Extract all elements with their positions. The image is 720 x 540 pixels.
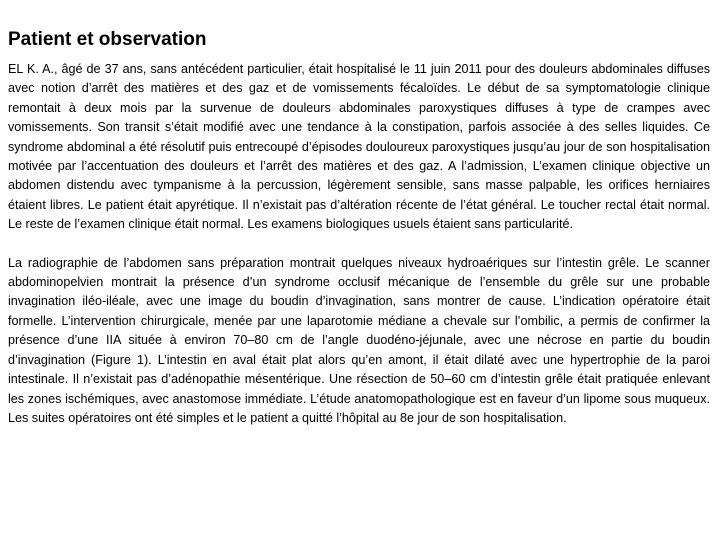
paragraph-clinical-history: EL K. A., âgé de 37 ans, sans antécédent particulier, était hospitalisé le 11 juin 2011 pour des douleurs abdominales diffuses avec notion d’arrêt des matières et des gaz et de vomissements fécaloïdes. Le début de sa symptomatologie clinique remontait à deux mois par la survenue de douleurs abdominales paroxystiques diffuses à type de crampes avec vomissements. Son transit s’était modifié avec une tendance à la constipation, parfois associée à des selles liquides. Ce syndrome abdominal a été résolutif puis entrecoupé d’épisodes douloureux paroxystiques jusqu’au jour de son hospitalisation motivée par l’accentuation des douleurs et l’arrêt des matières et des gaz. A l’admission, L’examen clinique objective un abdomen distendu avec tympanisme à la percussion, légèrement sensible, sans masse palpable, les orifices herniaires étaient libres. Le patient était apyrétique. Il n’existait pas d’altération récente de l’état général. Le toucher rectal était normal. Le reste de l’examen clinique était normal. Les examens biologiques usuels étaient sans particularité. [8, 62, 710, 232]
section-title: Patient et observation [8, 29, 207, 50]
paragraph-imaging-surgery: La radiographie de l’abdomen sans préparation montrait quelques niveaux hydroaériques sur l’intestin grêle. Le scanner abdominopelvien montrait la présence d’un syndrome occlusif mécanique de l’ensemble du grêle sur une probable invagination iléo-iléale, avec une image du boudin d’invagination, sans montrer de cause. L’indication opératoire était formelle. L’intervention chirurgicale, menée par une laparotomie médiane a chevale sur l’ombilic, a permis de confirmer la présence d’une IIA située à environ 70–80 cm de l’angle duodéno-jéjunale, avec une nécrose en partie du boudin d’invagination (Figure 1). L’intestin en aval était plat alors qu’en amont, il était dilaté avec une hypertrophie de la paroi intestinale. Il n’existait pas d’adénopathie mésentérique. Une résection de 50–60 cm d’intestin grêle était pratiquée enlevant les zones ischémiques, avec anastomose immédiate. L’étude anatomopathologique est en faveur d’un lipome sous muqueux. Les suites opératoires ont été simples et le patient a quitté l’hôpital au 8e jour de son hospitalisation. [8, 255, 710, 425]
document-body [8, 28, 710, 428]
